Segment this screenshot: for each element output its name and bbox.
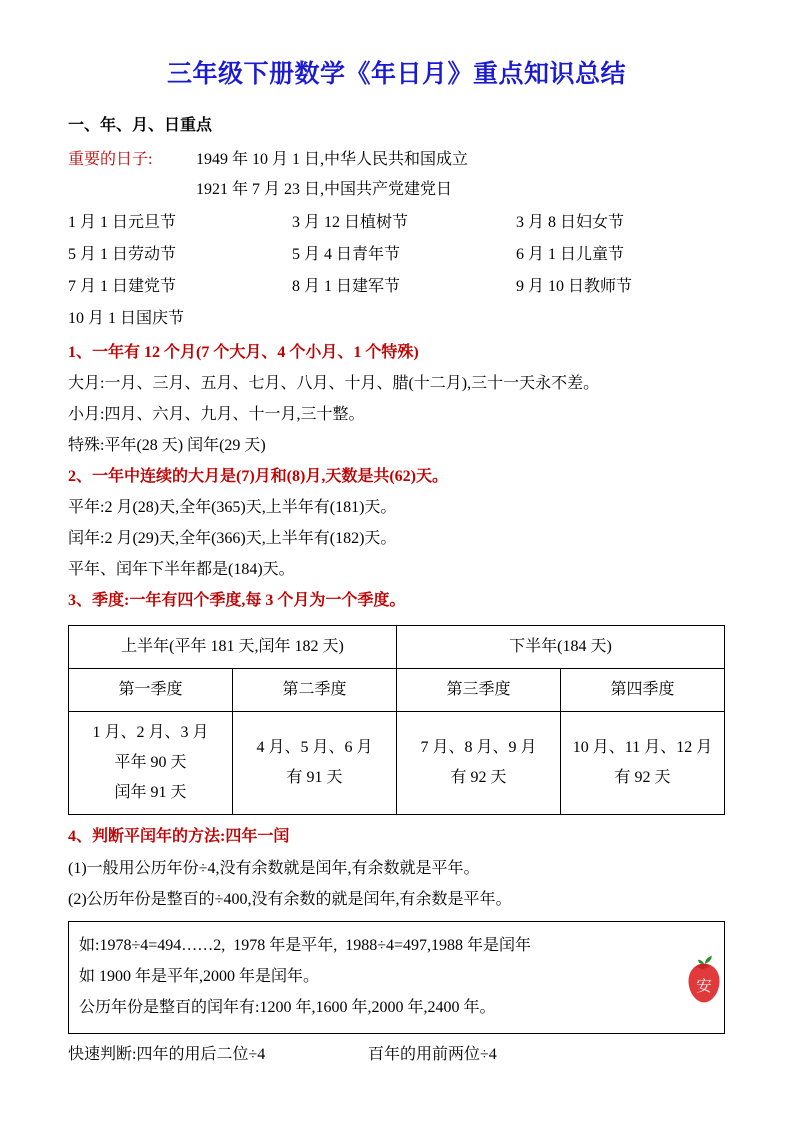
holiday-item: 6 月 1 日儿童节 [516, 246, 625, 263]
half-year-first: 上半年(平年 181 天,闰年 182 天) [69, 626, 397, 669]
fast-judgement-right: 百年的用前两位÷4 [368, 1046, 497, 1063]
holiday-row [68, 271, 725, 303]
item-4-line: 4、判断平闰年的方法:四年一闰 [68, 828, 290, 845]
table-row-header-halves [69, 626, 725, 669]
quarter-header: 第一季度 [69, 669, 233, 712]
quarter-header: 第四季度 [561, 669, 725, 712]
quarter-cell-line: 闰年 91 天 [114, 784, 187, 801]
holiday-item: 8 月 1 日建军节 [292, 278, 401, 295]
quarter-header: 第二季度 [233, 669, 397, 712]
holiday-row [68, 239, 725, 271]
section-heading-1: 一、年、月、日重点 [68, 117, 213, 134]
table-row [69, 922, 725, 1034]
item-1-breakdown: (7 个大月、4 个小月、1 个特殊) [196, 344, 419, 361]
svg-text:安: 安 [696, 977, 712, 995]
holiday-item: 7 月 1 日建党节 [68, 278, 177, 295]
table-row-quarter-details [69, 712, 725, 815]
table-row-quarters [69, 669, 725, 712]
quarter-cell-line: 有 92 天 [614, 769, 671, 786]
fast-judgement-left: 快速判断:四年的用后二位÷4 [68, 1046, 266, 1063]
quarter-cell-line: 1 月、2 月、3 月 [92, 724, 209, 741]
quarter-header: 第三季度 [397, 669, 561, 712]
example-line: 公历年份是整百的闰年有:1200 年,1600 年,2000 年,2400 年。 [79, 999, 496, 1016]
important-dates-label: 重要的日子: [68, 151, 153, 168]
run-year-line: 闰年:2 月(29)天,全年(366)天,上半年有(182)天。 [68, 530, 397, 547]
quarter-cell-line: 有 92 天 [450, 769, 507, 786]
quarter-cell-line: 10 月、11 月、12 月 [572, 739, 713, 756]
quarter-cell-4 [561, 712, 725, 815]
quarter-cell-line: 有 91 天 [286, 769, 343, 786]
item-1-text: 1、一年有 12 个月 [68, 344, 197, 361]
example-line: 如:1978÷4=494……2, 1978 年是平年, 1988÷4=497,1988 年是闰年 [79, 937, 532, 954]
holiday-list [68, 207, 725, 335]
holiday-item: 3 月 8 日妇女节 [516, 214, 625, 231]
example-note-cell [69, 922, 725, 1034]
fast-judgement-row [68, 1038, 725, 1072]
second-half-line: 平年、闰年下半年都是(184)天。 [68, 561, 295, 578]
special-months-line: 特殊:平年(28 天) 闰年(29 天) [68, 437, 266, 454]
ping-year-line: 平年:2 月(28)天,全年(365)天,上半年有(181)天。 [68, 499, 397, 516]
item-1-line [68, 337, 725, 368]
example-note-box [68, 921, 725, 1034]
rule-1-line: (1)一般用公历年份÷4,没有余数就是闰年,有余数就是平年。 [68, 860, 480, 877]
small-months-line: 小月:四月、六月、九月、十一月,三十整。 [68, 406, 365, 423]
big-months-line: 大月:一月、三月、五月、七月、八月、十月、腊(十二月),三十一天永不差。 [68, 375, 600, 392]
quarter-cell-3 [397, 712, 561, 815]
holiday-item: 9 月 10 日教师节 [516, 278, 633, 295]
holiday-item: 10 月 1 日国庆节 [68, 310, 185, 327]
quarter-cell-1 [69, 712, 233, 815]
apple-icon [673, 952, 735, 1014]
quarter-cell-2 [233, 712, 397, 815]
half-year-second: 下半年(184 天) [397, 626, 725, 669]
rule-2-line: (2)公历年份是整百的÷400,没有余数的就是闰年,有余数是平年。 [68, 891, 512, 908]
important-date-2: 1921 年 7 月 23 日,中国共产党建党日 [196, 181, 453, 198]
important-dates-row [68, 145, 725, 175]
holiday-row [68, 303, 725, 335]
important-date-1: 1949 年 10 月 1 日,中华人民共和国成立 [196, 151, 469, 168]
page-title: 三年级下册数学《年日月》重点知识总结 [166, 60, 626, 88]
quarter-cell-line: 7 月、8 月、9 月 [420, 739, 537, 756]
item-3-line: 3、季度:一年有四个季度,每 3 个月为一个季度。 [68, 592, 406, 609]
season-table [68, 625, 725, 815]
holiday-item: 1 月 1 日元旦节 [68, 214, 177, 231]
example-line: 如 1900 年是平年,2000 年是闰年。 [79, 968, 320, 985]
quarter-cell-line: 4 月、5 月、6 月 [256, 739, 373, 756]
holiday-item: 3 月 12 日植树节 [292, 214, 409, 231]
holiday-item: 5 月 4 日青年节 [292, 246, 401, 263]
holiday-item: 5 月 1 日劳动节 [68, 246, 177, 263]
holiday-row [68, 207, 725, 239]
item-2-line: 2、一年中连续的大月是(7)月和(8)月,天数是共(62)天。 [68, 468, 448, 485]
quarter-cell-line: 平年 90 天 [114, 754, 187, 771]
